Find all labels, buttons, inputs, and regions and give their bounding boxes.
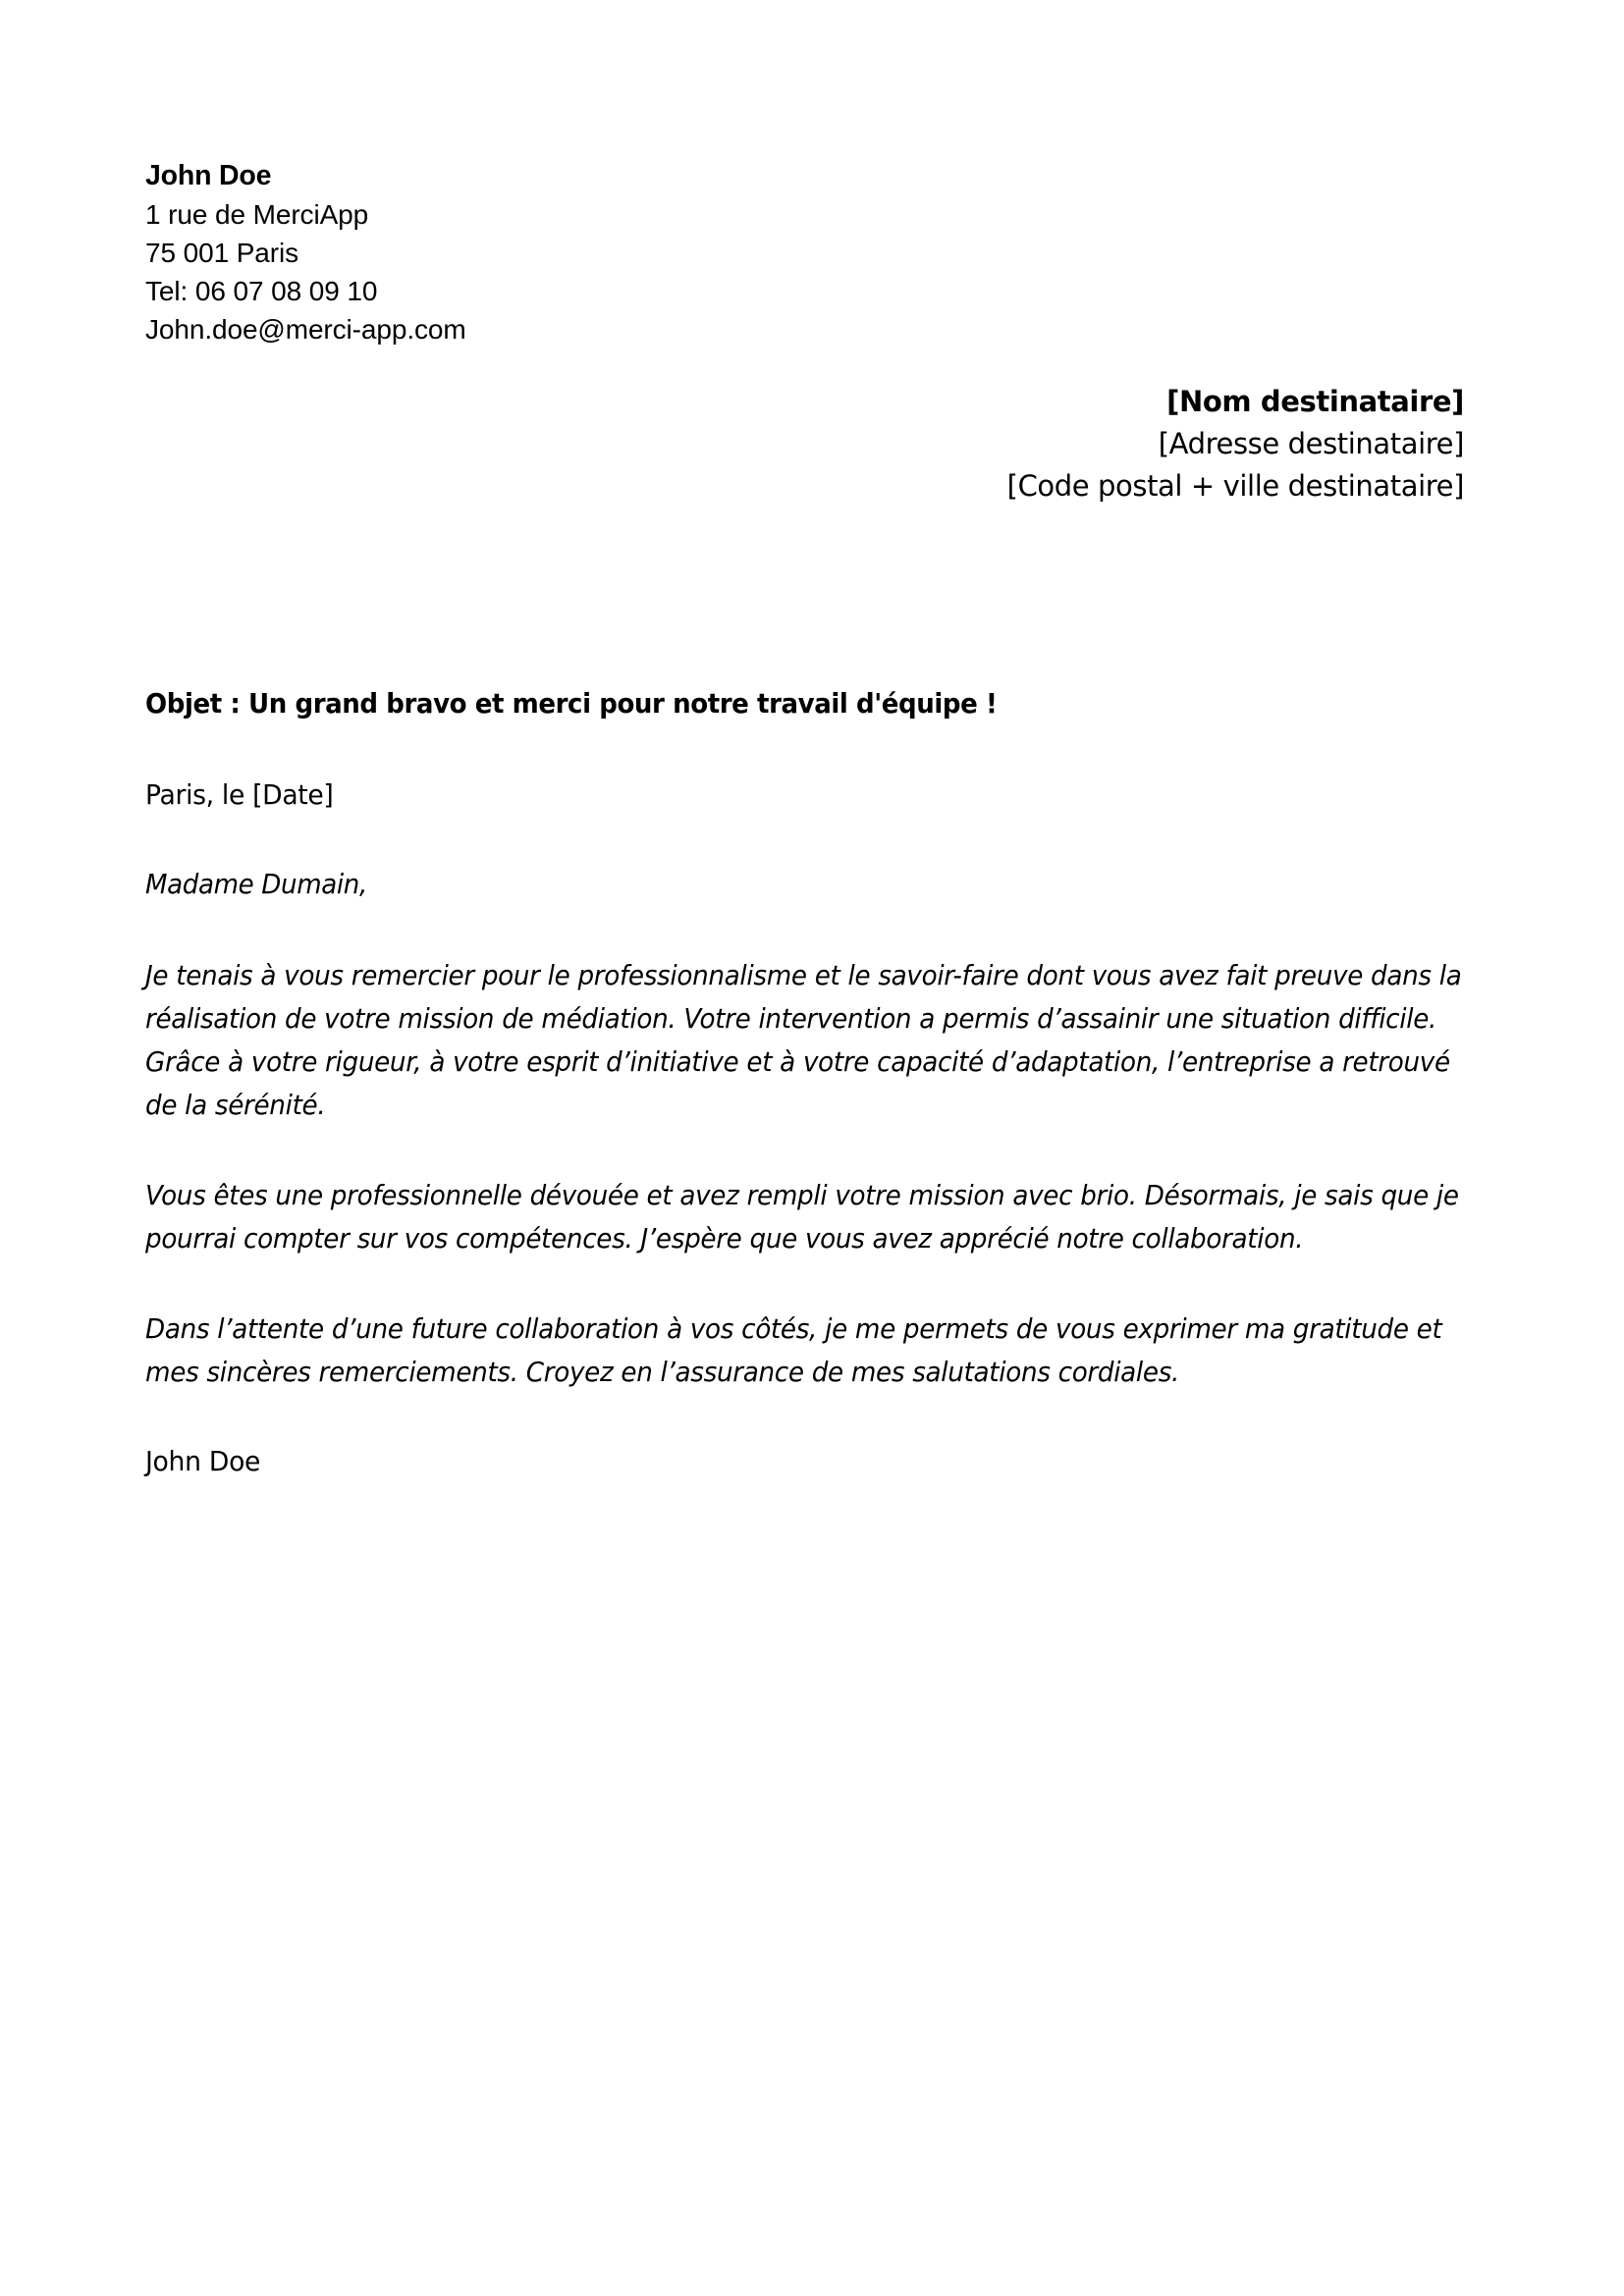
recipient-address-block bbox=[1007, 381, 1464, 507]
letter-subject: Objet : Un grand bravo et merci pour notre travail d'équipe ! bbox=[145, 687, 998, 720]
sender-email: John.doe@merci-app.com bbox=[145, 314, 466, 345]
recipient-address: [Adresse destinataire] bbox=[1158, 427, 1464, 460]
letter-paragraph: Dans l’attente d’une future collaboration à vos côtés, je me permets de vous exprimer ma gratitude et mes sincères remerciements. Croyez en l’assurance de mes salutations cordiales. bbox=[145, 1312, 1442, 1388]
sender-street: 1 rue de MerciApp bbox=[145, 199, 369, 230]
sender-address-block bbox=[145, 157, 833, 348]
sender-phone: Tel: 06 07 08 09 10 bbox=[145, 276, 378, 306]
letter-paragraph: Je tenais à vous remercier pour le professionnalisme et le savoir-faire dont vous avez fait preuve dans la réalisation de votre mission de médiation. Votre intervention a permis d’assainir une situation difficile. Grâce à votre rigueur, à votre esprit d’initiative et à votre capacité d’adaptation, l’entreprise a retrouvé de la sérénité. bbox=[145, 959, 1462, 1121]
letter-paragraph: Vous êtes une professionnelle dévouée et avez rempli votre mission avec brio. Désormais, je sais que je pourrai compter sur vos compétences. J’espère que vous avez apprécié notre collaboration. bbox=[145, 1179, 1459, 1255]
letter-signature: John Doe bbox=[145, 1445, 261, 1477]
letter-body bbox=[145, 687, 1466, 1477]
letter-salutation: Madame Dumain, bbox=[145, 868, 367, 900]
recipient-name: [Nom destinataire] bbox=[1166, 385, 1464, 418]
letter-date-line: Paris, le [Date] bbox=[145, 778, 334, 811]
sender-name: John Doe bbox=[145, 160, 272, 191]
sender-postal-city: 75 001 Paris bbox=[145, 238, 299, 268]
recipient-postal-city: [Code postal + ville destinataire] bbox=[1006, 469, 1464, 503]
